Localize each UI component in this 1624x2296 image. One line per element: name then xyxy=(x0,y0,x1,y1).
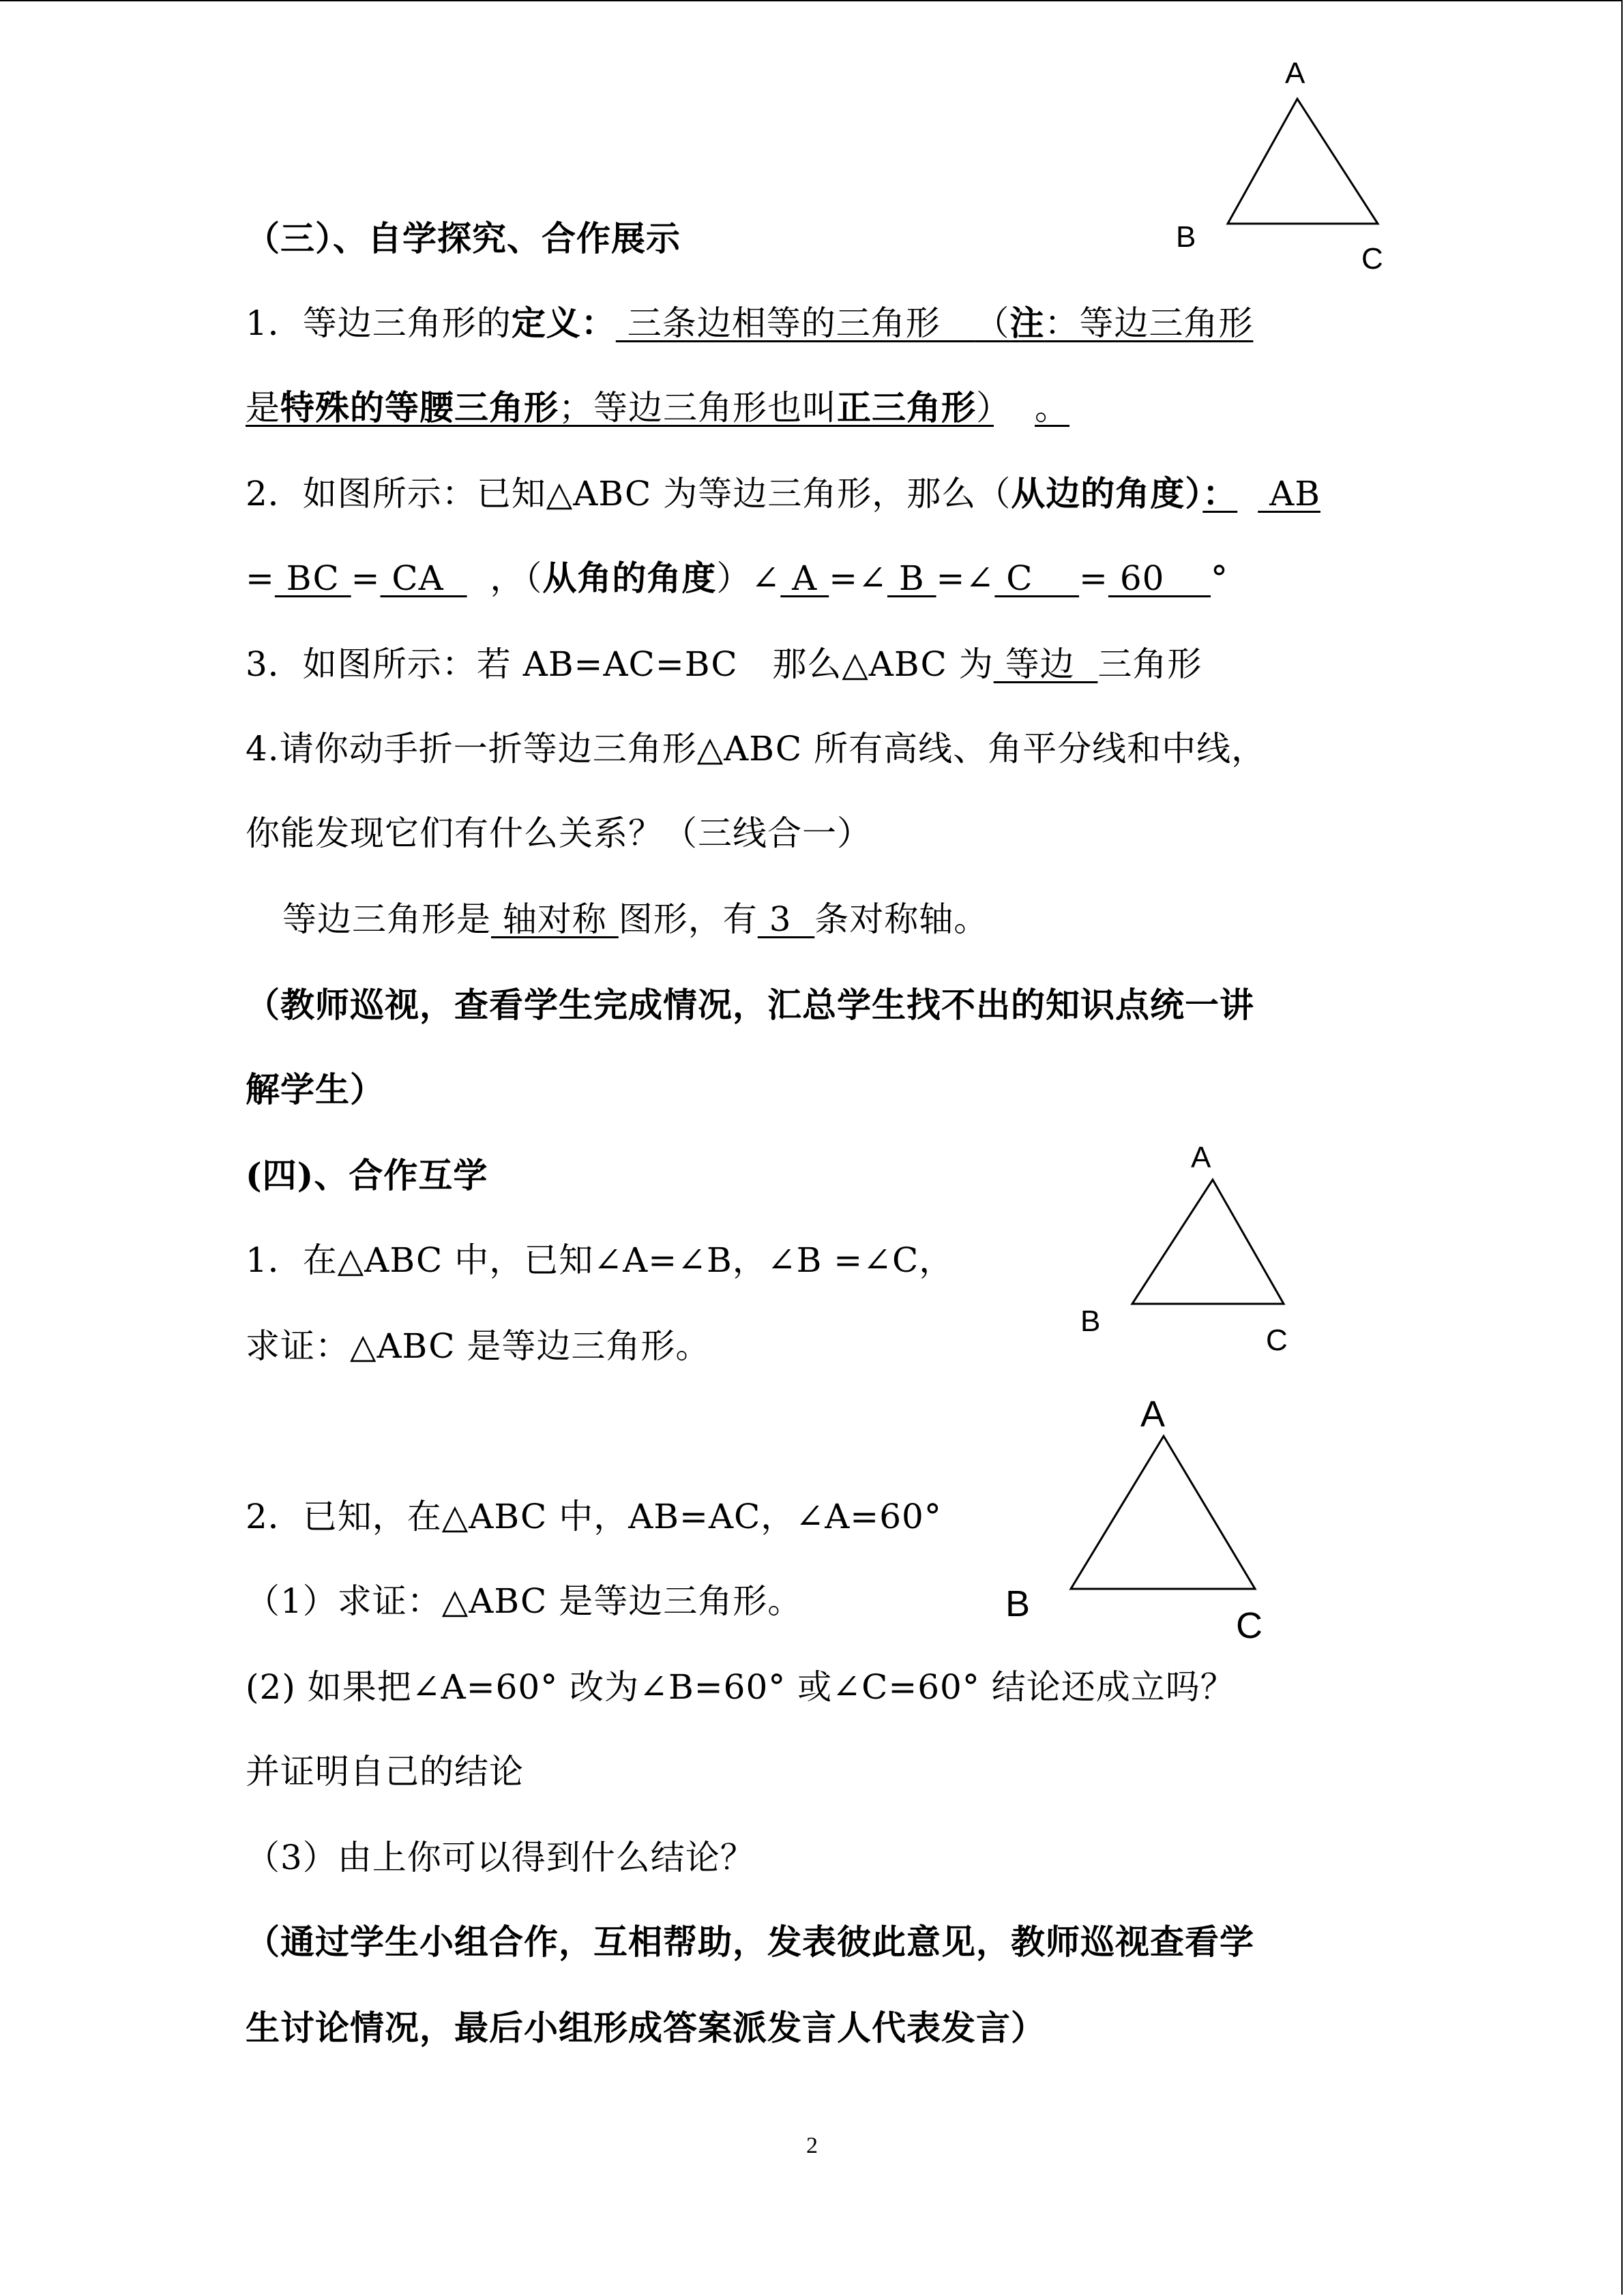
triangle-2-label-b: B xyxy=(1080,1304,1101,1338)
page-number: 2 xyxy=(806,2133,818,2158)
q2-angle-c: C xyxy=(994,558,1080,598)
q2-eq3: =∠ xyxy=(829,558,887,598)
q2-comma: ，（ xyxy=(467,558,543,598)
q2-angle-b: B xyxy=(887,558,936,598)
q2-from-side: 从边的角度 xyxy=(1011,473,1185,513)
q1-l2-a: 是 xyxy=(246,388,280,428)
triangle-3-shape xyxy=(1071,1436,1255,1589)
teacher-note-2-line-2: 生讨论情况，最后小组形成答案派发言人代表发言） xyxy=(246,2008,1046,2048)
q2-colon: ： xyxy=(1202,473,1238,513)
problem-2-sub-1: （1）求证：△ABC 是等边三角形。 xyxy=(246,1581,803,1621)
problem-2-line-1: 2．已知，在△ABC 中，AB=AC，∠A=60° xyxy=(246,1497,942,1536)
triangle-3-label-b: B xyxy=(1005,1583,1031,1624)
q1-colon: ： xyxy=(580,303,616,343)
q2-angle-a: A xyxy=(780,558,829,598)
q1-note-open: （ xyxy=(975,303,1010,343)
q2-eq4: =∠ xyxy=(936,558,995,598)
q2-degree: ° xyxy=(1211,558,1229,598)
q1-l2-regular: 正三角形 xyxy=(837,387,976,428)
teacher-note-1-line-1: （教师巡视，查看学生完成情况，汇总学生找不出的知识点统一讲 xyxy=(246,985,1254,1025)
triangle-3-label-a: A xyxy=(1140,1394,1166,1435)
triangle-1-label-a: A xyxy=(1285,57,1305,90)
triangle-2-label-a: A xyxy=(1191,1141,1211,1174)
q1-l2-special: 特殊的等腰三角形 xyxy=(280,387,559,428)
question-4-line-1: 4.请你动手折一折等边三角形△ABC 所有高线、角平分线和中线， xyxy=(246,729,1267,769)
q1-answer: 三条边相等的三角形 xyxy=(615,303,975,343)
teacher-note-2-line-1: （通过学生小组合作，互相帮助，发表彼此意见，教师巡视查看学 xyxy=(246,1922,1254,1962)
question-1-line-2 xyxy=(246,387,1069,428)
q1-l2-end: 。 xyxy=(1035,388,1069,428)
q2-eq2: = xyxy=(351,558,381,598)
q3-suffix: 三角形 xyxy=(1097,644,1202,684)
q3-answer: 等边 xyxy=(993,644,1098,684)
problem-2-sub-2: (2) 如果把∠A=60° 改为∠B=60° 或∠C=60° 结论还成立吗？ xyxy=(246,1667,1235,1707)
q2-eq1: = xyxy=(246,558,275,598)
teacher-note-1-line-2: 解学生） xyxy=(246,1069,385,1109)
problem-1-line-1: 1．在△ABC 中，已知∠A=∠B，∠B =∠C， xyxy=(246,1240,954,1280)
q2-eq5: = xyxy=(1079,558,1108,598)
problem-1-line-2: 求证：△ABC 是等边三角形。 xyxy=(246,1326,711,1366)
triangle-1-label-c: C xyxy=(1361,242,1383,275)
question-2-line-2 xyxy=(246,558,1228,599)
sym-suffix: 条对称轴。 xyxy=(814,899,989,939)
question-1-line-1 xyxy=(246,303,1253,344)
problem-2-sub-2b: 并证明自己的结论 xyxy=(246,1752,524,1791)
sym-prefix: 等边三角形是 xyxy=(282,899,491,939)
triangle-figure-2 xyxy=(1064,1132,1310,1364)
sym-answer-axis: 轴对称 xyxy=(491,899,619,939)
q3-prefix: 3．如图所示：若 AB=AC=BC 那么△ABC 为 xyxy=(246,644,994,684)
q1-prefix: 1．等边三角形的 xyxy=(246,303,512,343)
q2-ab: AB xyxy=(1258,474,1320,513)
q1-note-text: ：等边三角形 xyxy=(1044,303,1254,343)
q2-close: ） xyxy=(1185,473,1203,513)
section-3-heading: （三）、自学探究、合作展示 xyxy=(246,218,681,258)
problem-2-sub-3: （3）由上你可以得到什么结论？ xyxy=(246,1838,755,1877)
q1-l2-close: ） xyxy=(976,388,994,428)
sym-middle: 图形，有 xyxy=(618,899,758,939)
q1-l2-c: ；等边三角形也叫 xyxy=(559,388,837,428)
q2-from-angle: 从角的角度 xyxy=(542,558,717,598)
triangle-1-label-b: B xyxy=(1176,220,1196,254)
question-2-line-1 xyxy=(246,473,1320,514)
q2-ca: CA xyxy=(380,558,467,598)
triangle-figure-1 xyxy=(1160,48,1391,280)
triangle-2-shape xyxy=(1132,1180,1284,1304)
triangle-1-shape xyxy=(1228,99,1378,224)
triangle-2-label-c: C xyxy=(1266,1324,1288,1357)
q2-close2: ）∠ xyxy=(716,558,781,598)
q2-bc: BC xyxy=(274,558,351,598)
q2-sixty: 60 xyxy=(1108,558,1211,598)
q2-prefix: 2．如图所示：已知△ABC 为等边三角形，那么（ xyxy=(246,474,1012,513)
symmetry-line xyxy=(282,899,988,940)
section-4-heading: (四)、合作互学 xyxy=(246,1155,488,1195)
sym-answer-count: 3 xyxy=(757,899,815,939)
triangle-3-label-c: C xyxy=(1236,1605,1263,1646)
question-3 xyxy=(246,644,1202,685)
question-4-line-2: 你能发现它们有什么关系？（三线合一） xyxy=(246,814,872,853)
q1-definition-label: 定义 xyxy=(511,303,581,343)
q1-note-bold: 注 xyxy=(1009,303,1045,343)
triangle-figure-3 xyxy=(996,1384,1282,1657)
